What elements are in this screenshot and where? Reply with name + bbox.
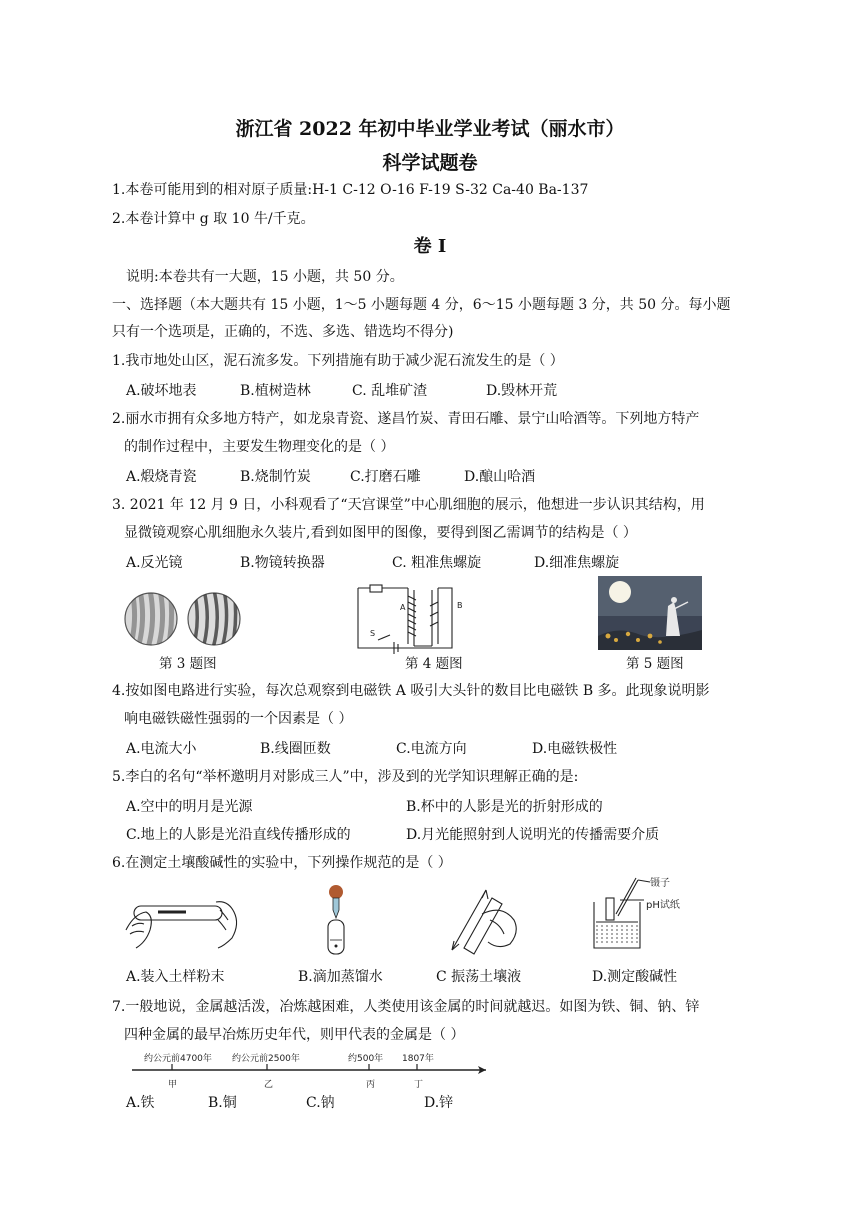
question-4-option-c: C.电流方向 <box>396 741 467 757</box>
question-5-option-b: B.杯中的人影是光的折射形成的 <box>406 799 603 815</box>
question-6-stem: 6.在测定土壤酸碱性的实验中，下列操作规范的是（ ） <box>112 855 452 871</box>
note-gravity: 2.本卷计算中 g 取 10 牛/千克。 <box>112 211 315 227</box>
timeline-date-2: 约公元前2500年 <box>232 1054 300 1064</box>
question-4-stem-line2: 响电磁铁磁性强弱的一个因素是（ ） <box>124 711 353 727</box>
question-6-option-d: D.测定酸碱性 <box>592 969 678 985</box>
figure-6c-shaking-tube <box>444 884 524 958</box>
question-1-option-b: B.植树造林 <box>240 383 311 399</box>
question-7-option-d: D.锌 <box>424 1095 454 1111</box>
question-3-option-d: D.细准焦螺旋 <box>534 555 620 571</box>
timeline-date-3: 约500年 <box>348 1054 384 1064</box>
figure-4-label-s: S <box>370 629 376 638</box>
exam-subtitle: 科学试题卷 <box>382 152 478 174</box>
question-3-option-c: C. 粗准焦螺旋 <box>392 555 482 571</box>
figure-6d-label-tweezers: 镊子 <box>650 878 670 889</box>
question-6-option-b: B.滴加蒸馏水 <box>298 969 383 985</box>
question-3-stem-line1: 3. 2021 年 12 月 9 日，小科观看了“天宫课堂”中心肌细胞的展示，他想进一步认识其结构，用 <box>112 497 705 513</box>
timeline-metal-bing: 丙 <box>366 1080 376 1090</box>
figure-6d-ph-test <box>584 874 694 954</box>
question-4-option-b: B.线圈匝数 <box>260 741 331 757</box>
question-4-option-a: A.电流大小 <box>126 741 197 757</box>
question-2-option-c: C.打磨石雕 <box>350 469 421 485</box>
question-3-option-b: B.物镜转换器 <box>240 555 325 571</box>
question-1-option-a: A.破坏地表 <box>126 383 197 399</box>
question-5-option-a: A.空中的明月是光源 <box>126 799 253 815</box>
figure-4-caption: 第 4 题图 <box>405 656 463 672</box>
timeline-metal-yi: 乙 <box>264 1080 274 1090</box>
question-5-option-d: D.月光能照射到人说明光的传播需要介质 <box>406 827 660 843</box>
question-1-option-d: D.毁林开荒 <box>486 383 558 399</box>
figure-4-label-a: A <box>400 603 406 612</box>
figure-4-circuit <box>356 580 476 656</box>
figure-6d-label-ph-paper: pH试纸 <box>646 900 680 911</box>
figure-6a-tube-loading <box>124 890 244 952</box>
figure-5-caption: 第 5 题图 <box>626 656 684 672</box>
question-7-option-a: A.铁 <box>126 1095 155 1111</box>
question-4-stem-line1: 4.按如图电路进行实验，每次总观察到电磁铁 A 吸引大头针的数目比电磁铁 B 多。此现象说明影 <box>112 683 710 699</box>
figure-5-moon-scene <box>598 576 702 650</box>
volume-heading: 卷 I <box>413 236 447 257</box>
volume-description: 说明:本卷共有一大题，15 小题，共 50 分。 <box>126 269 404 285</box>
question-2-option-a: A.煅烧青瓷 <box>126 469 197 485</box>
question-1-option-c: C. 乱堆矿渣 <box>352 383 428 399</box>
figure-4-label-b: B <box>457 601 463 610</box>
question-5-stem: 5.李白的名句“举杯邀明月对影成三人”中，涉及到的光学知识理解正确的是: <box>112 769 579 785</box>
section-instructions-line2: 只有一个选项是，正确的，不选、多选、错选均不得分) <box>112 324 454 340</box>
exam-title: 浙江省 2022 年初中毕业学业考试（丽水市） <box>235 118 625 140</box>
timeline-metal-jia: 甲 <box>168 1080 178 1090</box>
figure-3-microscope-images <box>124 590 244 648</box>
figure-6b-dropper <box>316 884 356 956</box>
question-3-option-a: A.反光镜 <box>126 555 183 571</box>
question-7-stem-line2: 四种金属的最早冶炼历史年代，则甲代表的金属是（ ） <box>124 1027 465 1043</box>
question-7-option-b: B.铜 <box>208 1095 237 1111</box>
question-2-option-b: B.烧制竹炭 <box>240 469 311 485</box>
question-5-option-c: C.地上的人影是光沿直线传播形成的 <box>126 827 351 843</box>
note-atomic-mass: 1.本卷可能用到的相对原子质量:H-1 C-12 O-16 F-19 S-32 Ca-40 Ba-137 <box>112 182 589 198</box>
question-7-stem-line1: 7.一般地说，金属越活泼，冶炼越困难，人类使用该金属的时间就越迟。如图为铁、铜、钠、锌 <box>112 999 700 1015</box>
question-2-stem-line2: 的制作过程中，主要发生物理变化的是（ ） <box>124 439 395 455</box>
timeline-metal-ding: 丁 <box>414 1080 424 1090</box>
section-instructions-line1: 一、选择题（本大题共有 15 小题，1～5 小题每题 4 分，6～15 小题每题 3 分，共 50 分。每小题 <box>112 297 731 313</box>
timeline-date-4: 1807年 <box>402 1054 434 1064</box>
question-3-stem-line2: 显微镜观察心肌细胞永久装片,看到如图甲的图像，要得到图乙需调节的结构是（ ） <box>124 525 637 541</box>
timeline-date-1: 约公元前4700年 <box>144 1054 212 1064</box>
question-2-stem-line1: 2.丽水市拥有众多地方特产，如龙泉青瓷、遂昌竹炭、青田石雕、景宁山哈酒等。下列地方特产 <box>112 411 700 427</box>
question-4-option-d: D.电磁铁极性 <box>532 741 618 757</box>
question-6-option-a: A.装入土样粉末 <box>126 969 225 985</box>
question-1-stem: 1.我市地处山区，泥石流多发。下列措施有助于减少泥石流发生的是（ ） <box>112 353 564 369</box>
question-6-option-c: C 振荡土壤液 <box>436 969 522 985</box>
figure-3-caption: 第 3 题图 <box>159 656 217 672</box>
question-7-option-c: C.钠 <box>306 1095 335 1111</box>
figure-7-timeline <box>124 1050 496 1094</box>
question-2-option-d: D.酿山哈酒 <box>464 469 536 485</box>
